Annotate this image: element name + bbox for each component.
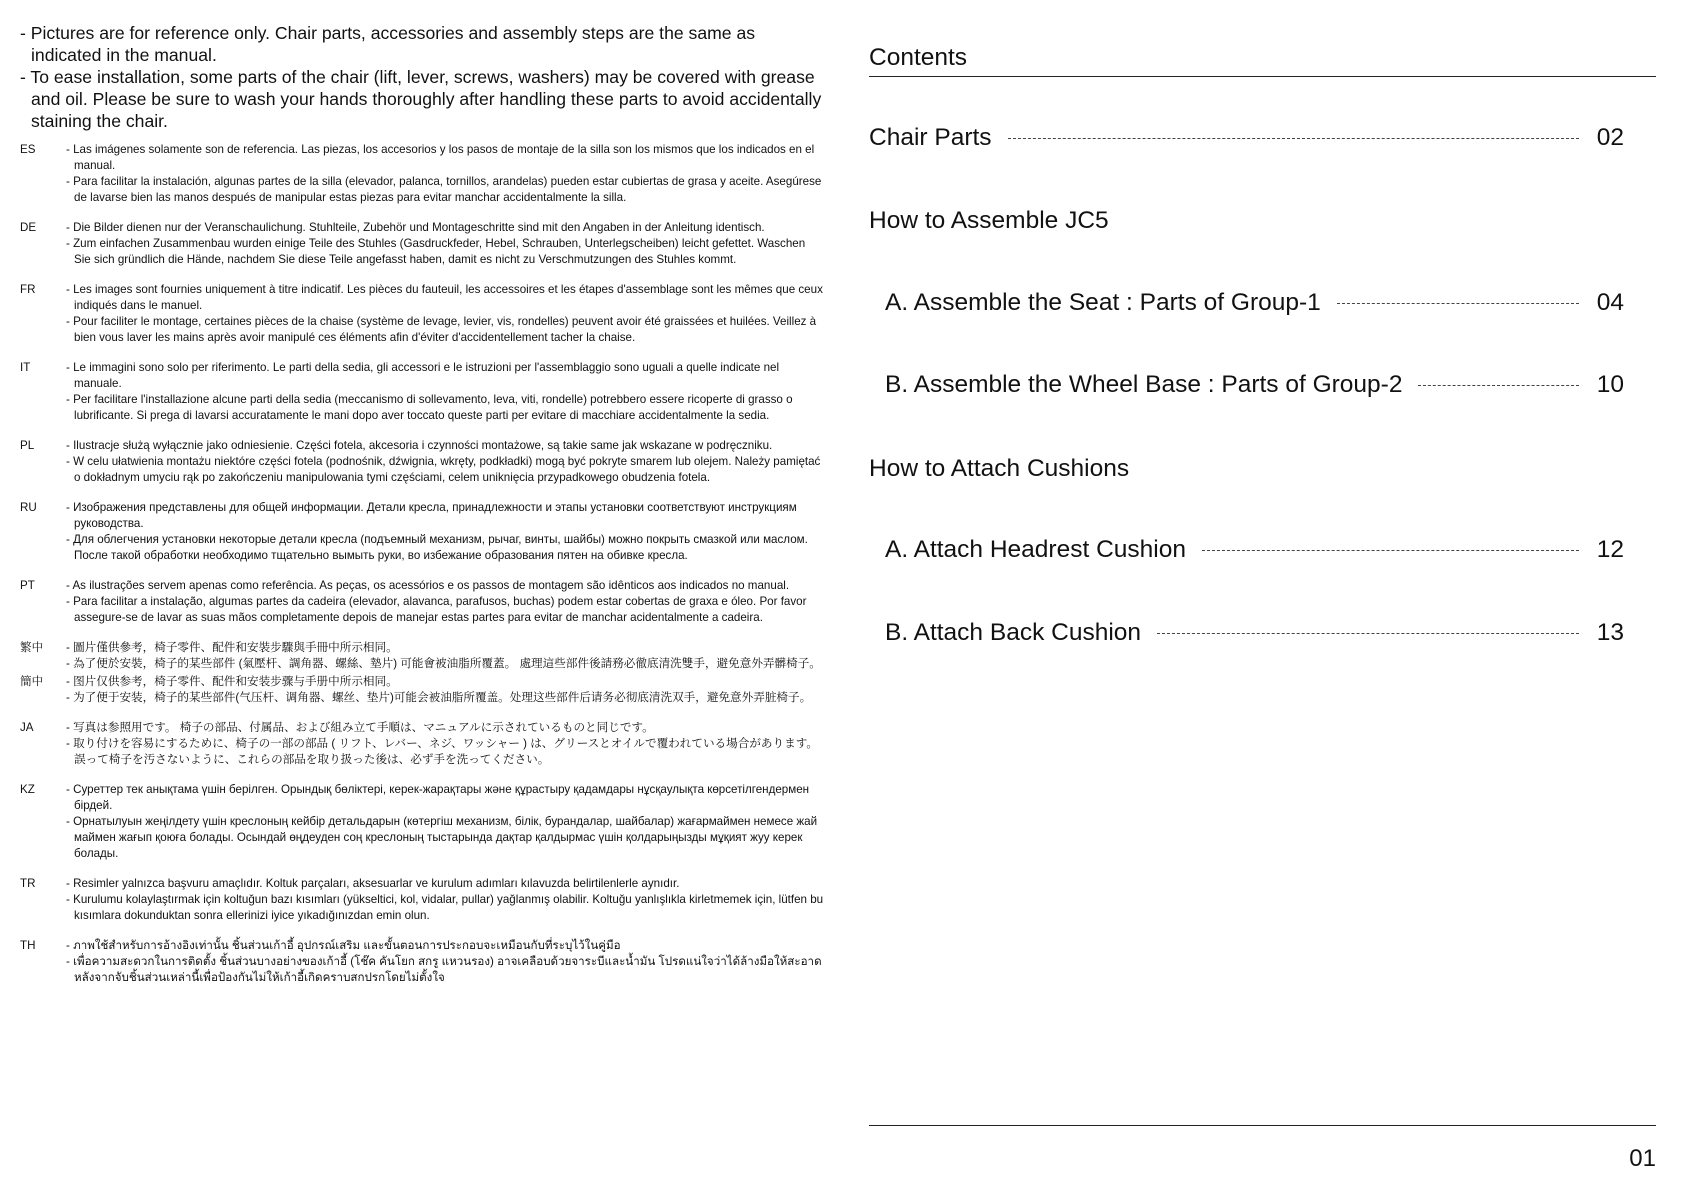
toc-label: A. Assemble the Seat : Parts of Group-1	[885, 289, 1321, 316]
lang-code: KZ	[20, 783, 35, 796]
lang-line: - Kurulumu kolaylaştırmak için koltuğun bazı kısımları (yükseltici, kol, vidalar, pullar) yağlanmış olabilir. Koltuğu yanlışlıkla kirletmemek için, lütfen bu kısımlara dokunduktan sonra ellerinizi iyice yıkadığınızdan emin olun.	[66, 893, 824, 922]
toc-label: Chair Parts	[869, 124, 992, 151]
lang-code: FR	[20, 283, 36, 296]
lang-code: TH	[20, 939, 36, 952]
lang-code: PL	[20, 439, 35, 452]
section-heading-cushions: How to Attach Cushions	[869, 455, 1130, 482]
contents-top-rule	[869, 76, 1656, 77]
toc-entry-back-cushion[interactable]	[885, 619, 1624, 647]
lang-block-zh-hans	[20, 674, 825, 706]
lang-block-tr	[20, 876, 825, 924]
lang-line: - Die Bilder dienen nur der Veranschaulichung. Stuhlteile, Zubehör und Montageschritte sind mit den Angaben in der Anleitung identisch.	[66, 221, 765, 234]
lang-line: - Para facilitar la instalación, algunas partes de la silla (elevador, palanca, tornillos, arandelas) pueden estar cubiertas de grasa y aceite. Asegúrese de lavarse bien las manos después de manipular estas piezas para evitar manchar accidentalmente la silla.	[66, 175, 822, 204]
lang-block-pl	[20, 438, 825, 486]
lang-block-ja	[20, 720, 825, 768]
lang-line: - Les images sont fournies uniquement à titre indicatif. Les pièces du fauteuil, les accessoires et les étapes d'assemblage sont les mêmes que ceux indiqués dans le manuel.	[66, 283, 823, 312]
toc-entry-assemble-wheel-base[interactable]	[885, 371, 1624, 399]
lang-line: - Resimler yalnızca başvuru amaçlıdır. Koltuk parçaları, aksesuarlar ve kurulum adımları kılavuzda belirtilenlerle aynıdır.	[66, 877, 680, 890]
lang-line: - เพื่อความสะดวกในการติดตั้ง ชิ้นส่วนบางอย่างของเก้าอี้ (โช๊ค คันโยก สกรู แหวนรอง) อาจเคลือบด้วยจาระบีและน้ำมัน โปรดแน่ใจว่าได้ล้างมือให้สะอาดหลังจากจับชิ้นส่วนเหล่านี้เพื่อป้องกันไม่ให้เก้าอี้เกิดคราบสกปรกโดยไม่ตั้งใจ	[66, 955, 822, 984]
toc-entry-assemble-seat[interactable]	[885, 289, 1624, 317]
footer-rule	[869, 1125, 1656, 1126]
toc-entry-chair-parts[interactable]	[869, 124, 1624, 152]
lang-code: IT	[20, 361, 31, 374]
leader-dots	[1337, 303, 1579, 304]
lang-line: - Las imágenes solamente son de referencia. Las piezas, los accesorios y los pasos de montaje de la silla son los mismos que los indicados en el manual.	[66, 143, 815, 172]
toc-label: B. Attach Back Cushion	[885, 619, 1142, 646]
lang-line: - Pour faciliter le montage, certaines pièces de la chaise (système de levage, levier, vis, rondelles) peuvent avoir été graissées et huilées. Veillez à bien vous laver les mains après avoir manipulé ces éléments afin d'éviter d'accidentellement tacher la chaise.	[66, 315, 817, 344]
lang-line: - Zum einfachen Zusammenbau wurden einige Teile des Stuhles (Gasdruckfeder, Hebel, Schrauben, Unterlegscheiben) leicht gefettet. Waschen Sie sich gründlich die Hände, nachdem Sie diese Teile angefasst haben, damit es nicht zu Verschmutzungen des Stuhles kommt.	[66, 237, 806, 266]
toc-entry-headrest-cushion[interactable]	[885, 536, 1624, 564]
page-number: 01	[1629, 1145, 1656, 1172]
lang-line: - 写真は参照用です。 椅子の部品、付属品、および組み立て手順は、マニュアルに示されているものと同じです。	[66, 721, 654, 734]
toc-label: B. Assemble the Wheel Base : Parts of Group-2	[885, 371, 1403, 398]
lang-code: RU	[20, 501, 37, 514]
intro-note: - Pictures are for reference only. Chair parts, accessories and assembly steps are the same as indicated in the manual.	[20, 23, 756, 65]
lang-block-th	[20, 938, 825, 986]
lang-block-es	[20, 142, 825, 206]
lang-code: PT	[20, 579, 35, 592]
lang-code: JA	[20, 721, 34, 734]
lang-line: - Изображения представлены для общей информации. Детали кресла, принадлежности и этапы установки соответствуют инструкциям руководства.	[66, 501, 797, 530]
lang-code: 繁中	[20, 641, 44, 654]
lang-line: - 取り付けを容易にするために、椅子の一部の部品 ( リフト、レバー、ネジ、ワッシャー ) は、グリースとオイルで覆われている場合があります。誤って椅子を汚さないように、これらの部品を取り扱った後は、必ず手を洗ってください。	[66, 737, 818, 766]
section-heading-assemble: How to Assemble JC5	[869, 207, 1109, 234]
toc-label: A. Attach Headrest Cushion	[885, 536, 1186, 563]
lang-block-fr	[20, 282, 825, 346]
lang-block-de	[20, 220, 825, 268]
lang-block-pt	[20, 578, 825, 626]
lang-line: - 为了便于安装，椅子的某些部件(气压杆、调角器、螺丝、垫片)可能会被油脂所覆盖。处理这些部件后请务必彻底清洗双手，避免意外弄脏椅子。	[66, 691, 812, 704]
notes-column	[20, 22, 825, 986]
lang-line: - 图片仅供参考，椅子零件、配件和安装步骤与手册中所示相同。	[66, 675, 398, 688]
lang-code: TR	[20, 877, 36, 890]
lang-line: - 圖片僅供參考，椅子零件、配件和安裝步驟與手冊中所示相同。	[66, 641, 398, 654]
toc-page: 10	[1596, 371, 1624, 398]
contents-title: Contents	[869, 44, 968, 71]
toc-page: 04	[1596, 289, 1624, 316]
leader-dots	[1157, 633, 1579, 634]
lang-line: - Le immagini sono solo per riferimento. Le parti della sedia, gli accessori e le istruzioni per l'assemblaggio sono uguali a quelle indicate nel manuale.	[66, 361, 780, 390]
lang-line: - W celu ułatwienia montażu niektóre części fotela (podnośnik, dźwignia, wkręty, podkładki) mogą być pokryte smarem lub olejem. Należy pamiętać o dokładnym umyciu rąk po zakończeniu manipulowania tymi częściami, celem uniknięcia przypadkowego obudzenia fotela.	[66, 455, 821, 484]
intro-notes	[20, 22, 825, 132]
toc-page: 13	[1596, 619, 1624, 646]
lang-code: 簡中	[20, 675, 44, 688]
language-notes	[20, 142, 825, 986]
contents-column	[869, 0, 1656, 1192]
lang-block-kz	[20, 782, 825, 862]
lang-code: ES	[20, 143, 36, 156]
intro-note: - To ease installation, some parts of the chair (lift, lever, screws, washers) may be covered with grease and oil. Please be sure to wash your hands thoroughly after handling these parts to avoid accidentally staining the chair.	[20, 67, 822, 131]
lang-block-ru	[20, 500, 825, 564]
toc-page: 02	[1596, 124, 1624, 151]
lang-block-zh-hant	[20, 640, 825, 672]
lang-block-it	[20, 360, 825, 424]
lang-line: - Ilustracje służą wyłącznie jako odniesienie. Części fotela, akcesoria i czynności montażowe, są takie same jak wskazane w podręczniku.	[66, 439, 773, 452]
lang-line: - Орнатылуын жеңілдету үшін креслоның кейбір детальдарын (көтергіш механизм, білік, бурандалар, шайбалар) жағармаймен немесе жай маймен жағып қоюға болады. Осындай өңдеуден соң креслоның тыстарында дақтар қалдырмас үшін қолдарыңызды мұқият жуу керек болады.	[66, 815, 818, 860]
lang-line: - As ilustrações servem apenas como referência. As peças, os acessórios e os passos de montagem são idênticos aos indicados no manual.	[66, 579, 790, 592]
lang-line: - Для облегчения установки некоторые детали кресла (подъемный механизм, рычаг, винты, шайбы) можно покрыть смазкой или маслом. После такой обработки необходимо тщательно вымыть руки, во избежание образования пятен на обивке кресла.	[66, 533, 808, 562]
leader-dots	[1008, 138, 1579, 139]
lang-line: - Para facilitar a instalação, algumas partes da cadeira (elevador, alavanca, parafusos, buchas) podem estar cobertas de graxa e óleo. Por favor assegure-se de lavar as suas mãos completamente depois de manejar estas partes para evitar de manchar acidentalmente a cadeira.	[66, 595, 807, 624]
lang-line: - Суреттер тек анықтама үшін берілген. Орындық бөліктері, керек-жарақтары және құрастыру қадамдары нұсқаулықта көрсетілгендермен бірдей.	[66, 783, 810, 812]
leader-dots	[1418, 385, 1578, 386]
lang-line: - ภาพใช้สำหรับการอ้างอิงเท่านั้น ชิ้นส่วนเก้าอี้ อุปกรณ์เสริม และขั้นตอนการประกอบจะเหมือนกับที่ระบุไว้ในคู่มือ	[66, 939, 621, 952]
toc-page: 12	[1596, 536, 1624, 563]
lang-line: - Per facilitare l'installazione alcune parti della sedia (meccanismo di sollevamento, leva, viti, rondelle) potrebbero essere ricoperte di grasso o lubrificante. Si prega di lavarsi accuratamente le mani dopo aver toccato queste parti per evitare di macchiare accidentalmente la sedia.	[66, 393, 793, 422]
lang-code: DE	[20, 221, 37, 234]
leader-dots	[1202, 550, 1579, 551]
lang-line: - 為了便於安裝，椅子的某些部件 (氣壓杆、調角器、螺絲、墊片) 可能會被油脂所覆蓋。 處理這些部件後請務必徹底清洗雙手，避免意外弄髒椅子。	[66, 657, 821, 670]
